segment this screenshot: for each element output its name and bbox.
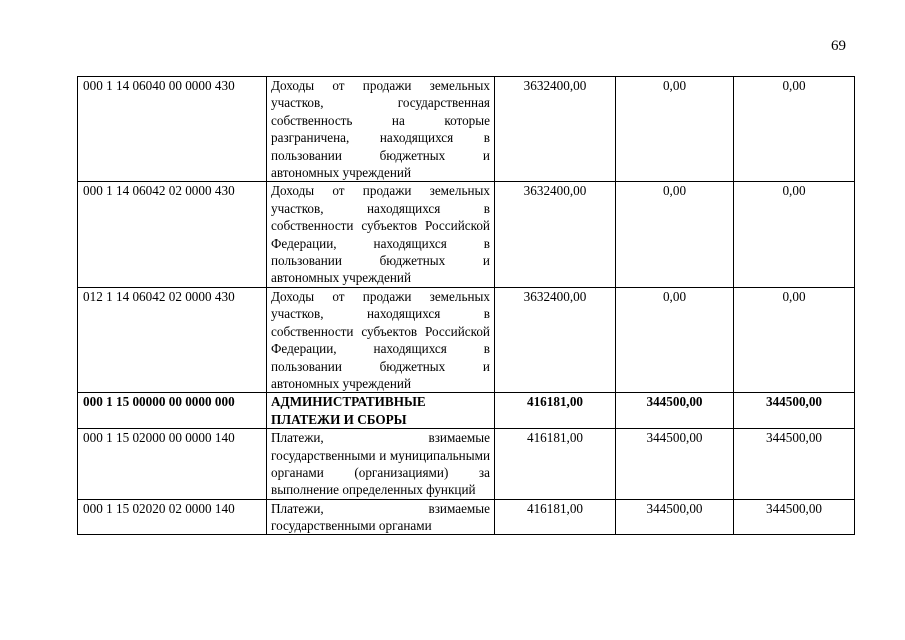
amount-cell-3: 0,00 [734, 182, 855, 287]
amount-cell-3: 344500,00 [734, 499, 855, 534]
description-cell: АДМИНИСТРАТИВНЫЕ ПЛАТЕЖИ И СБОРЫ [267, 393, 495, 429]
table-row [78, 287, 855, 392]
budget-code-cell: 000 1 15 02000 00 0000 140 [78, 429, 267, 500]
amount-cell-2: 344500,00 [616, 429, 734, 500]
amount-cell-3: 0,00 [734, 77, 855, 182]
table-row [78, 182, 855, 287]
amount-cell-2: 344500,00 [616, 499, 734, 534]
amount-cell-2: 344500,00 [616, 393, 734, 429]
amount-cell-1: 3632400,00 [495, 77, 616, 182]
page-number: 69 [831, 38, 846, 54]
budget-code-cell: 000 1 14 06040 00 0000 430 [78, 77, 267, 182]
amount-cell-2: 0,00 [616, 287, 734, 392]
budget-code-cell: 000 1 14 06042 02 0000 430 [78, 182, 267, 287]
amount-cell-2: 0,00 [616, 182, 734, 287]
amount-cell-1: 416181,00 [495, 429, 616, 500]
description-cell: Платежи, взимаемые государственными органами [267, 499, 495, 534]
amount-cell-3: 0,00 [734, 287, 855, 392]
description-cell: Платежи, взимаемые государственными и муниципальными органами (организациями) за выполнение определенных функций [267, 429, 495, 500]
budget-code-cell: 012 1 14 06042 02 0000 430 [78, 287, 267, 392]
table-row [78, 77, 855, 182]
amount-cell-1: 416181,00 [495, 393, 616, 429]
table-row [78, 499, 855, 534]
description-cell: Доходы от продажи земельных участков, государственная собственность на которые разграничена, находящихся в пользовании бюджетных и автономных учреждений [267, 77, 495, 182]
amount-cell-3: 344500,00 [734, 429, 855, 500]
budget-code-cell: 000 1 15 00000 00 0000 000 [78, 393, 267, 429]
amount-cell-3: 344500,00 [734, 393, 855, 429]
amount-cell-2: 0,00 [616, 77, 734, 182]
description-cell: Доходы от продажи земельных участков, находящихся в собственности субъектов Российской Федерации, находящихся в пользовании бюджетных и автономных учреждений [267, 287, 495, 392]
description-cell: Доходы от продажи земельных участков, находящихся в собственности субъектов Российской Федерации, находящихся в пользовании бюджетных и автономных учреждений [267, 182, 495, 287]
table-row [78, 429, 855, 500]
amount-cell-1: 416181,00 [495, 499, 616, 534]
table-row-section-total [78, 393, 855, 429]
budget-code-cell: 000 1 15 02020 02 0000 140 [78, 499, 267, 534]
amount-cell-1: 3632400,00 [495, 287, 616, 392]
revenue-table [77, 76, 855, 535]
amount-cell-1: 3632400,00 [495, 182, 616, 287]
